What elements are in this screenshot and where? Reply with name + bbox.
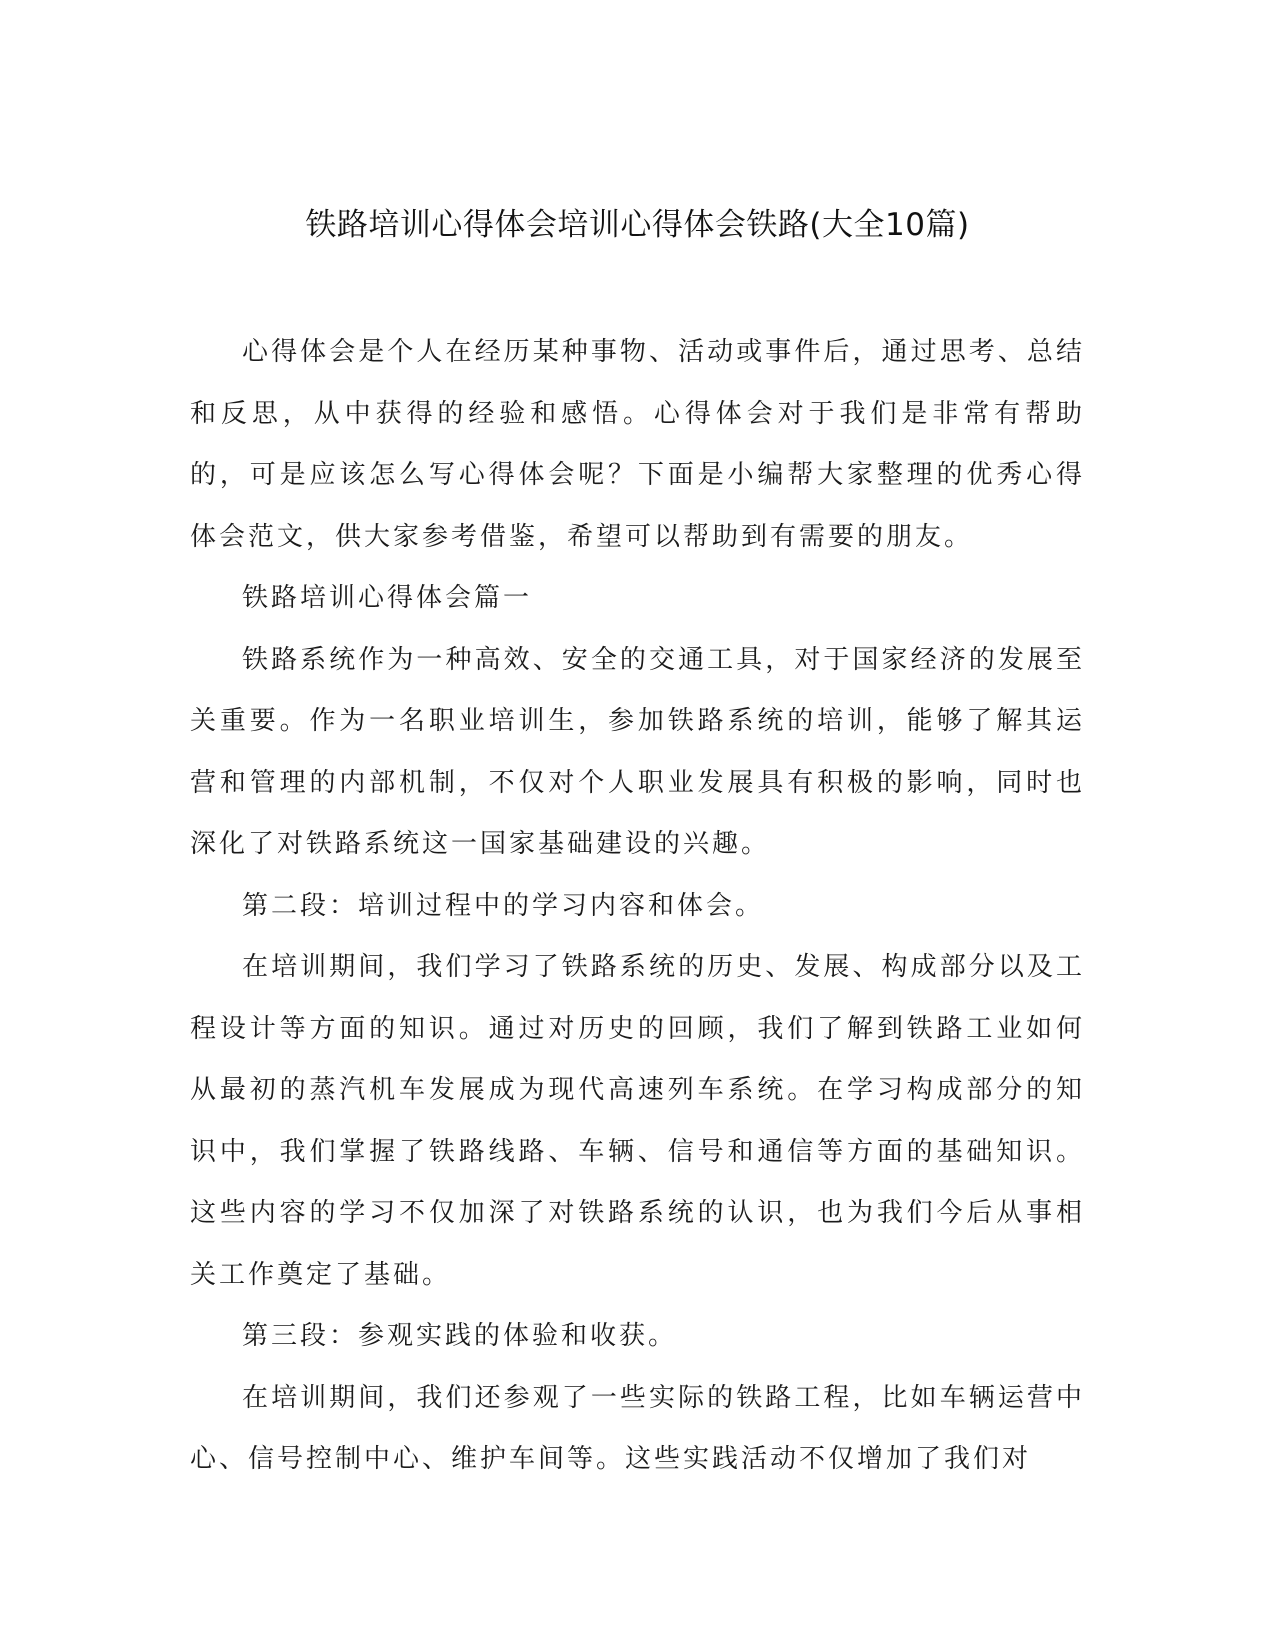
section-heading-third: 第三段：参观实践的体验和收获。	[242, 1321, 678, 1351]
section-heading-part-one: 铁路培训心得体会篇一	[242, 583, 533, 613]
section-heading-second: 第二段：培训过程中的学习内容和体会。	[242, 890, 765, 921]
body-paragraph: 铁路系统作为一种高效、安全的交通工具，对于国家经济的发展至关重要。作为一名职业培训生，参加铁路系统的培训，能够了解其运营和管理的内部机制，不仅对个人职业发展具有积极的影响，同时也深化了对铁路系统这一国家基础建设的兴趣。	[190, 644, 1085, 859]
document-title: 铁路培训心得体会培训心得体会铁路(大全10篇)	[305, 207, 970, 243]
body-paragraph: 在培训期间，我们还参观了一些实际的铁路工程，比如车辆运营中心、信号控制中心、维护车间等。这些实践活动不仅增加了我们对	[190, 1382, 1085, 1474]
intro-paragraph: 心得体会是个人在经历某种事物、活动或事件后，通过思考、总结和反思，从中获得的经验和感悟。心得体会对于我们是非常有帮助的，可是应该怎么写心得体会呢？下面是小编帮大家整理的优秀心得体会范文，供大家参考借鉴，希望可以帮助到有需要的朋友。	[190, 337, 1085, 552]
document-body	[190, 322, 1085, 1491]
body-paragraph: 在培训期间，我们学习了铁路系统的历史、发展、构成部分以及工程设计等方面的知识。通过对历史的回顾，我们了解到铁路工业如何从最初的蒸汽机车发展成为现代高速列车系统。在学习构成部分的知识中，我们掌握了铁路线路、车辆、信号和通信等方面的基础知识。这些内容的学习不仅加深了对铁路系统的认识，也为我们今后从事相关工作奠定了基础。	[190, 952, 1085, 1290]
